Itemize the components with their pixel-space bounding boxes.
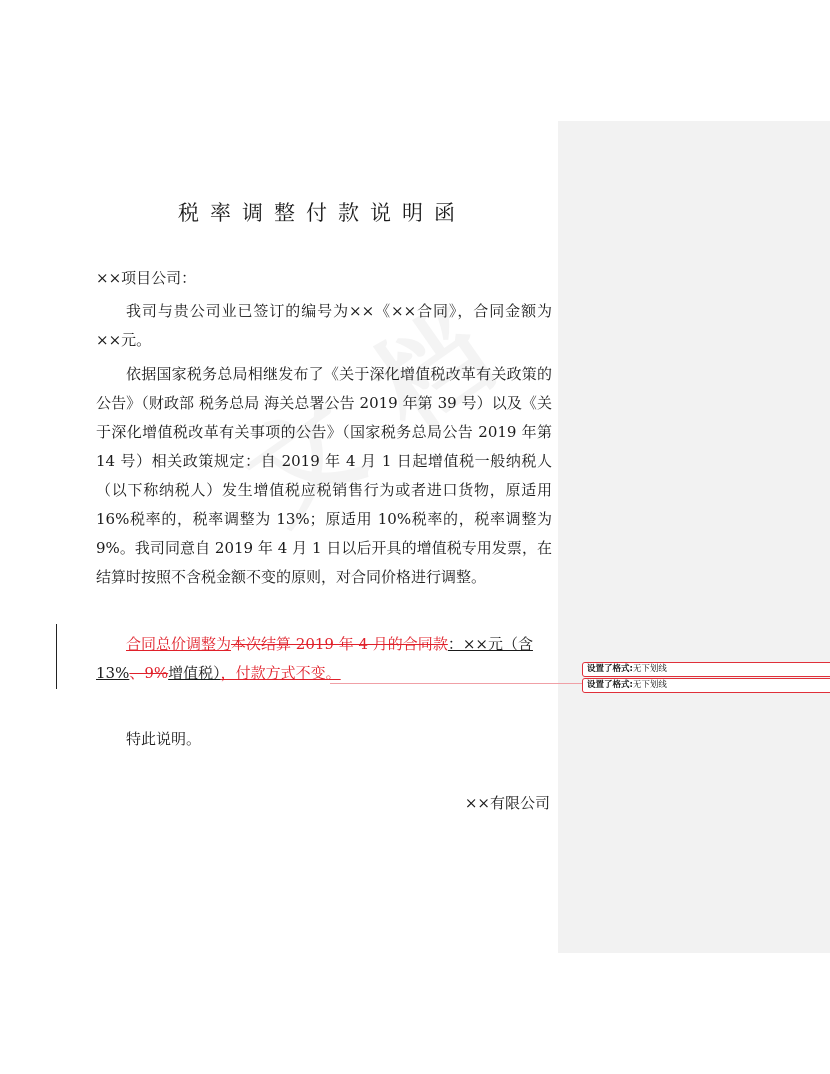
comment-label: 设置了格式: bbox=[587, 664, 633, 674]
body-text bbox=[96, 297, 552, 597]
comment-balloon-2[interactable] bbox=[582, 678, 830, 693]
deleted-text: 本次结算 2019 年 4 月的合同款 bbox=[231, 635, 448, 653]
deleted-text: 、9% bbox=[129, 664, 169, 682]
document-title: 税率调整付款说明函 bbox=[178, 201, 466, 225]
markup-pane bbox=[558, 121, 830, 953]
change-bar bbox=[56, 624, 57, 689]
signature: ××有限公司 bbox=[464, 794, 550, 812]
plain-text: ：××元（含 13% bbox=[96, 635, 533, 682]
paragraph-contract: 我司与贵公司业已签订的编号为××《××合同》，合同金额为××元。 bbox=[96, 302, 552, 349]
paragraph-policy: 依据国家税务总局相继发布了《关于深化增值税改革有关政策的公告》（财政部 税务总局 海关总署公告 2019 年第 39 号）以及《关于深化增值税改革有关事项的公告》（国家税务总局公告 2019 年第 14 号）相关政策规定：自 2019 年 4 月 1 日起增值税一般纳税人（以下称纳税人）发生增值税应税销售行为或者进口货物，原适用 16%税率的，税率调整为 13%；原适用 10%税率的，税率调整为 9%。我司同意自 2019 年 4 月 1 日以后开具的增值税专用发票，在结算时按照不含税金额不变的原则，对合同价格进行调整。 bbox=[96, 365, 552, 586]
salutation: ××项目公司： bbox=[96, 269, 197, 287]
comment-label: 设置了格式: bbox=[587, 680, 633, 690]
comment-value: 无下划线 bbox=[632, 680, 667, 690]
inserted-text: ，付款方式不变。 bbox=[220, 664, 341, 682]
closing-text: 特此说明。 bbox=[126, 730, 202, 748]
comment-value: 无下划线 bbox=[632, 664, 667, 674]
revised-paragraph[interactable] bbox=[96, 630, 552, 688]
plain-text: 增值税） bbox=[168, 664, 221, 682]
inserted-text: 合同总价调整为 bbox=[126, 635, 232, 653]
comment-balloon-1[interactable] bbox=[582, 662, 830, 677]
